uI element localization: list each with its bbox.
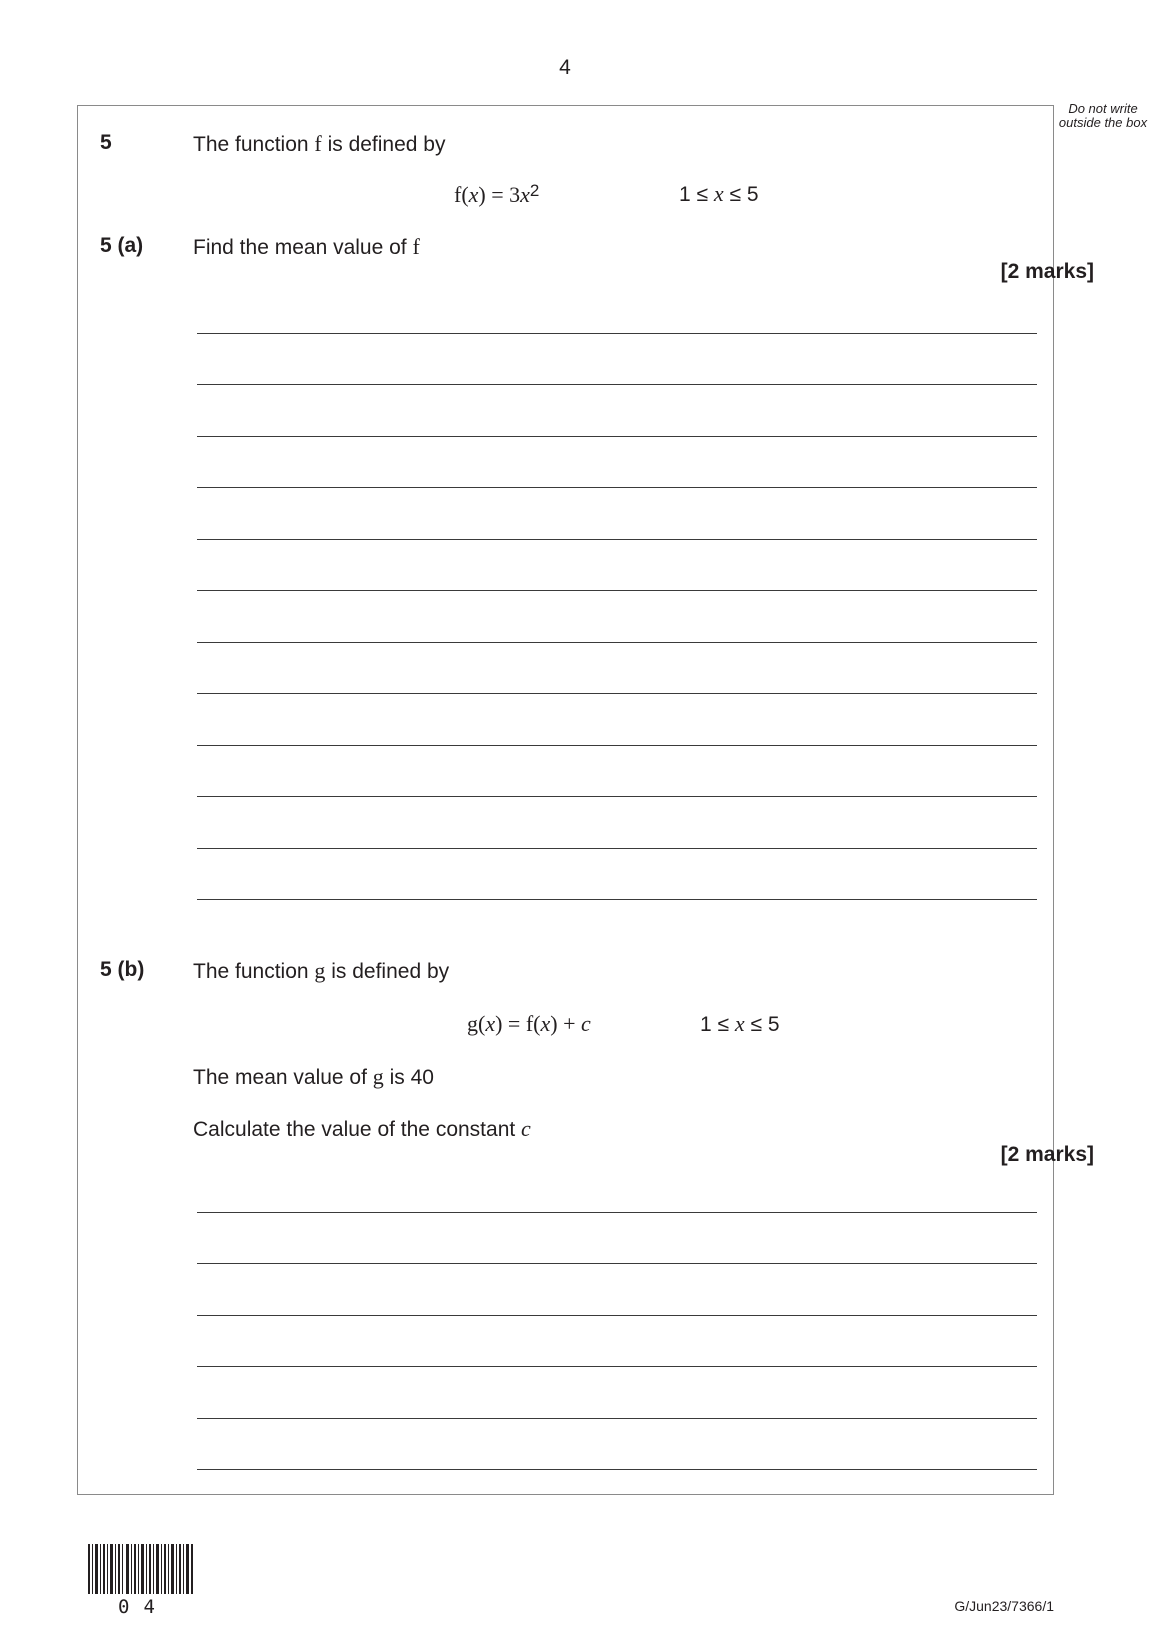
question-number-5: 5	[100, 131, 112, 154]
answer-line[interactable]	[197, 590, 1037, 591]
question-5b-calc: Calculate the value of the constant c	[193, 1116, 531, 1141]
answer-line[interactable]	[197, 1469, 1037, 1470]
answer-box	[77, 105, 1054, 1495]
marks-5a: [2 marks]	[1000, 260, 1094, 283]
margin-note: Do not write outside the box	[1058, 101, 1148, 130]
answer-line[interactable]	[197, 539, 1037, 540]
barcode-digits: 04	[118, 1596, 169, 1618]
question-5-intro: The function f is defined by	[193, 131, 446, 156]
answer-line[interactable]	[197, 848, 1037, 849]
answer-line[interactable]	[197, 745, 1037, 746]
answer-line[interactable]	[197, 642, 1037, 643]
question-5b-mean: The mean value of g is 40	[193, 1064, 434, 1089]
answer-line[interactable]	[197, 1366, 1037, 1367]
answer-line[interactable]	[197, 333, 1037, 334]
domain-f: 1 ≤ x ≤ 5	[679, 181, 759, 206]
answer-line[interactable]	[197, 384, 1037, 385]
page-number: 4	[559, 56, 571, 79]
domain-g: 1 ≤ x ≤ 5	[700, 1011, 780, 1036]
answer-line[interactable]	[197, 1263, 1037, 1264]
question-number-5a: 5 (a)	[100, 234, 144, 257]
question-number-5b: 5 (b)	[100, 958, 145, 981]
answer-line[interactable]	[197, 796, 1037, 797]
answer-line[interactable]	[197, 1418, 1037, 1419]
answer-line[interactable]	[197, 1315, 1037, 1316]
footer-code: G/Jun23/7366/1	[954, 1598, 1054, 1614]
answer-line[interactable]	[197, 1212, 1037, 1213]
equation-g: g(x) = f(x) + c	[467, 1011, 591, 1036]
answer-line[interactable]	[197, 899, 1037, 900]
equation-f: $f(x) = 3x^2$	[454, 181, 540, 207]
marks-5b: [2 marks]	[1000, 1143, 1094, 1166]
answer-line[interactable]	[197, 436, 1037, 437]
barcode	[88, 1544, 194, 1594]
answer-line[interactable]	[197, 693, 1037, 694]
question-5b-intro: The function g is defined by	[193, 958, 450, 983]
answer-line[interactable]	[197, 487, 1037, 488]
question-5a-text: Find the mean value of f	[193, 234, 420, 259]
